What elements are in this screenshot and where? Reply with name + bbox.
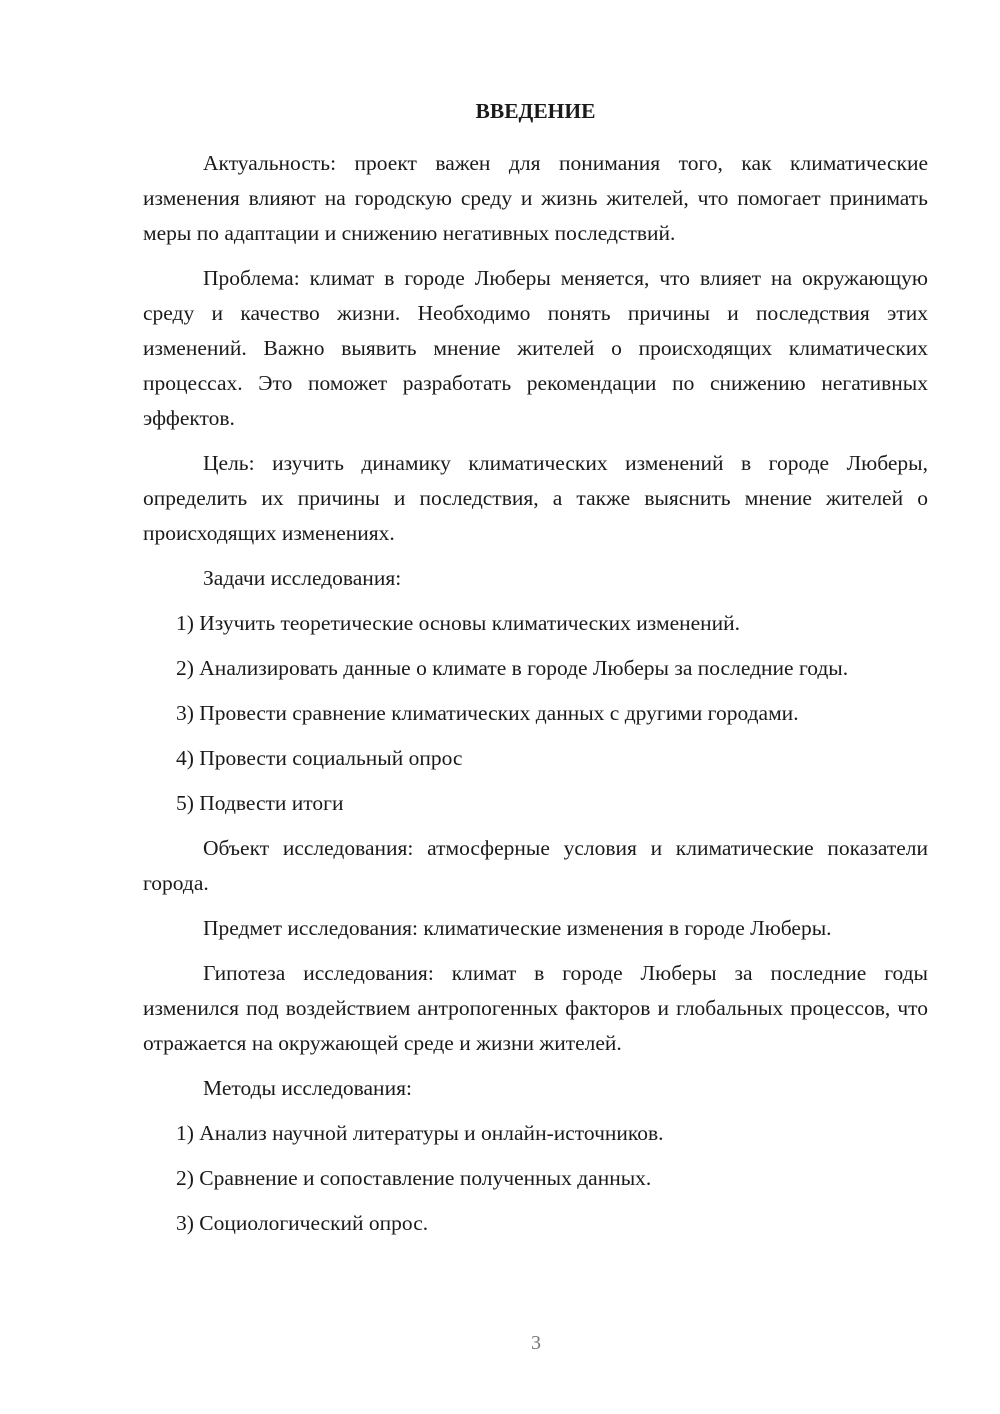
task-item: 2) Анализировать данные о климате в городе Люберы за последние годы. xyxy=(176,656,849,680)
method-item: 3) Социологический опрос. xyxy=(176,1211,429,1235)
problem-paragraph: Проблема: климат в городе Люберы меняется, что влияет на окружающую среду и качество жизни. Необходимо понять причины и последствия этих изменений. Важно выявить мнение жителей о происходящих климатических процессах. Это поможет разработать рекомендации по снижению негативных эффектов. xyxy=(143,266,928,430)
object-paragraph: Объект исследования: атмосферные условия и климатические показатели города. xyxy=(143,836,928,895)
page-number: 3 xyxy=(531,1332,541,1354)
task-item: 1) Изучить теоретические основы климатических изменений. xyxy=(176,611,741,635)
hypothesis-paragraph: Гипотеза исследования: климат в городе Люберы за последние годы изменился под воздействием антропогенных факторов и глобальных процессов, что отражается на окружающей среде и жизни жителей. xyxy=(143,961,928,1055)
task-item: 4) Провести социальный опрос xyxy=(176,746,463,770)
tasks-heading: Задачи исследования: xyxy=(203,566,402,590)
subject-paragraph: Предмет исследования: климатические изменения в городе Люберы. xyxy=(203,916,832,940)
section-title: ВВЕДЕНИЕ xyxy=(475,99,596,123)
method-item: 2) Сравнение и сопоставление полученных данных. xyxy=(176,1166,652,1190)
task-item: 5) Подвести итоги xyxy=(176,791,344,815)
relevance-paragraph: Актуальность: проект важен для понимания того, как климатические изменения влияют на городскую среду и жизнь жителей, что помогает принимать меры по адаптации и снижению негативных последствий. xyxy=(143,151,928,245)
task-item: 3) Провести сравнение климатических данных с другими городами. xyxy=(176,701,799,725)
goal-paragraph: Цель: изучить динамику климатических изменений в городе Люберы, определить их причины и последствия, а также выяснить мнение жителей о происходящих изменениях. xyxy=(143,451,928,545)
method-item: 1) Анализ научной литературы и онлайн-источников. xyxy=(176,1121,664,1145)
methods-heading: Методы исследования: xyxy=(203,1076,412,1100)
document-page xyxy=(143,92,928,1251)
